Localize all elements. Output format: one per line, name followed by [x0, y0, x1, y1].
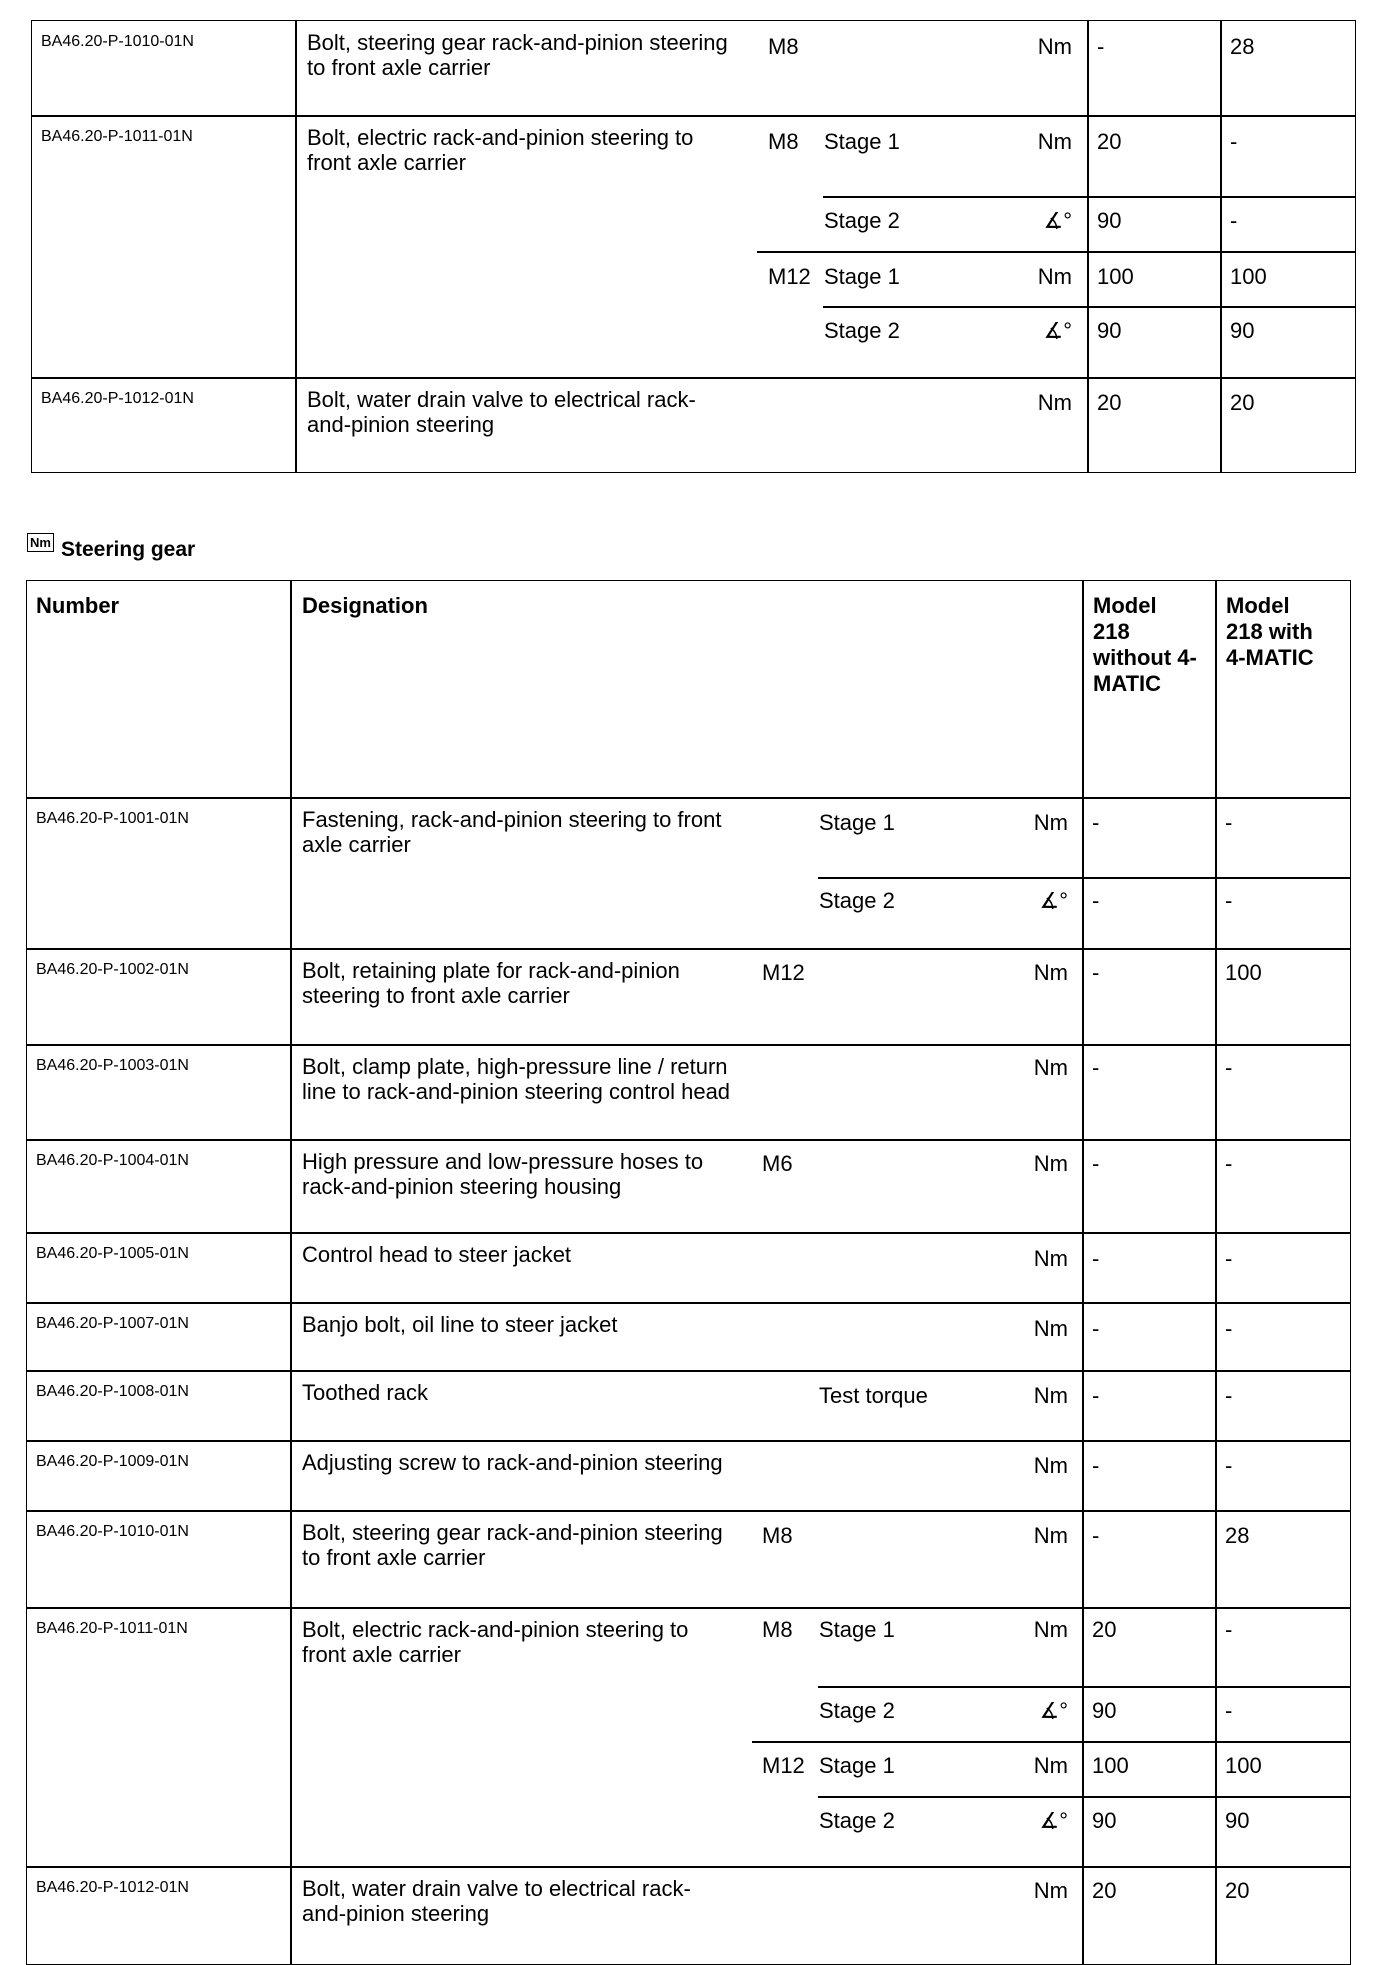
row-divider — [31, 377, 1356, 379]
row-number: BA46.20-P-1003-01N — [36, 1057, 189, 1074]
row-number: BA46.20-P-1011-01N — [36, 1620, 188, 1637]
column-divider — [1082, 580, 1084, 1965]
row-divider — [26, 948, 1351, 950]
steering-gear-table — [26, 580, 1351, 1965]
column-divider — [290, 580, 292, 1965]
header-number: Number — [36, 593, 120, 618]
value-model-with-4matic: - — [1225, 1316, 1233, 1341]
top-value-model-without-4matic: 90 — [1097, 208, 1122, 233]
angle-icon: ∡° — [1039, 1808, 1068, 1833]
stage-label: Stage 2 — [819, 1808, 895, 1833]
top-value-model-without-4matic: - — [1097, 34, 1105, 59]
thread-size: M8 — [762, 1617, 793, 1642]
row-divider — [818, 1796, 1351, 1798]
value-model-without-4matic: - — [1092, 810, 1100, 835]
angle-icon: ∡° — [1039, 888, 1068, 913]
row-divider — [26, 1139, 1351, 1141]
row-designation: Bolt, water drain valve to electrical rack- — [302, 1876, 691, 1901]
top-value-model-without-4matic: 100 — [1097, 264, 1134, 289]
column-divider — [1215, 580, 1217, 1965]
row-divider — [26, 1607, 1351, 1609]
row-number: BA46.20-P-1010-01N — [36, 1523, 189, 1540]
value-model-without-4matic: 20 — [1092, 1617, 1117, 1642]
top-stage-label: Stage 2 — [824, 208, 900, 233]
thread-size: M12 — [762, 1753, 805, 1778]
header-designation: Designation — [302, 593, 428, 618]
row-divider — [26, 1232, 1351, 1234]
row-designation: Fastening, rack-and-pinion steering to front — [302, 807, 722, 832]
row-designation: axle carrier — [302, 832, 411, 857]
value-model-without-4matic: 100 — [1092, 1753, 1129, 1778]
row-divider — [31, 115, 1356, 117]
unit-nm: Nm — [1033, 1453, 1068, 1478]
stage-label: Stage 1 — [819, 1753, 895, 1778]
row-designation: steering to front axle carrier — [302, 983, 570, 1008]
top-row-number: BA46.20-P-1010-01N — [41, 33, 194, 50]
header-model-with-4matic: Model — [1226, 593, 1290, 618]
value-model-without-4matic: - — [1092, 1316, 1100, 1341]
thread-size: M8 — [762, 1523, 793, 1548]
top-row-number: BA46.20-P-1011-01N — [41, 128, 193, 145]
row-designation: Toothed rack — [302, 1380, 428, 1405]
row-number: BA46.20-P-1012-01N — [36, 1879, 189, 1896]
top-thread-size: M8 — [768, 129, 799, 154]
value-model-without-4matic: - — [1092, 1383, 1100, 1408]
top-unit-nm: Nm — [1037, 34, 1072, 59]
unit-nm: Nm — [1033, 1753, 1068, 1778]
top-value-model-with-4matic: - — [1230, 129, 1238, 154]
row-designation: rack-and-pinion steering housing — [302, 1174, 622, 1199]
top-value-model-with-4matic: - — [1230, 208, 1238, 233]
value-model-with-4matic: 28 — [1225, 1523, 1250, 1548]
top-row-number: BA46.20-P-1012-01N — [41, 390, 194, 407]
section-title: Steering gear — [61, 538, 196, 561]
top-stage-label: Stage 1 — [824, 264, 900, 289]
header-model-without-4matic: MATIC — [1093, 671, 1162, 696]
value-model-without-4matic: - — [1092, 960, 1100, 985]
row-designation: Bolt, retaining plate for rack-and-pinion — [302, 958, 680, 983]
unit-nm: Nm — [1033, 960, 1068, 985]
top-angle-icon: ∡° — [1043, 318, 1072, 343]
value-model-with-4matic: 100 — [1225, 1753, 1262, 1778]
value-model-with-4matic: - — [1225, 1698, 1233, 1723]
header-model-without-4matic: without 4- — [1093, 645, 1197, 670]
header-model-without-4matic: Model — [1093, 593, 1157, 618]
value-model-without-4matic: 20 — [1092, 1878, 1117, 1903]
unit-nm: Nm — [1033, 1383, 1068, 1408]
row-designation: and-pinion steering — [302, 1901, 490, 1926]
value-model-with-4matic: - — [1225, 888, 1233, 913]
row-designation: High pressure and low-pressure hoses to — [302, 1149, 704, 1174]
row-number: BA46.20-P-1007-01N — [36, 1315, 189, 1332]
row-number: BA46.20-P-1002-01N — [36, 961, 189, 978]
row-divider — [26, 1510, 1351, 1512]
top-unit-nm: Nm — [1037, 264, 1072, 289]
row-designation: Adjusting screw to rack-and-pinion steering — [302, 1450, 723, 1475]
row-divider — [26, 1044, 1351, 1046]
row-divider — [26, 797, 1351, 799]
top-row-designation: front axle carrier — [307, 150, 466, 175]
value-model-without-4matic: - — [1092, 1523, 1100, 1548]
top-row-designation: Bolt, water drain valve to electrical rack- — [307, 387, 696, 412]
value-model-without-4matic: 90 — [1092, 1808, 1117, 1833]
value-model-without-4matic: - — [1092, 1151, 1100, 1176]
value-model-with-4matic: - — [1225, 1617, 1233, 1642]
top-unit-nm: Nm — [1037, 129, 1072, 154]
row-divider — [26, 1302, 1351, 1304]
column-divider — [1087, 20, 1089, 473]
row-designation: Bolt, clamp plate, high-pressure line / return — [302, 1054, 728, 1079]
value-model-with-4matic: - — [1225, 1151, 1233, 1176]
stage-label: Stage 1 — [819, 1617, 895, 1642]
value-model-with-4matic: 20 — [1225, 1878, 1250, 1903]
unit-nm: Nm — [1033, 1246, 1068, 1271]
unit-nm: Nm — [1033, 1617, 1068, 1642]
row-designation: Bolt, electric rack-and-pinion steering to — [302, 1617, 689, 1642]
row-divider — [26, 1440, 1351, 1442]
value-model-with-4matic: - — [1225, 1453, 1233, 1478]
value-model-with-4matic: 100 — [1225, 960, 1262, 985]
top-value-model-with-4matic: 100 — [1230, 264, 1267, 289]
row-divider — [823, 306, 1356, 308]
thread-size: M12 — [762, 960, 805, 985]
row-designation: line to rack-and-pinion steering control head — [302, 1079, 731, 1104]
value-model-without-4matic: - — [1092, 1246, 1100, 1271]
unit-nm: Nm — [1033, 1151, 1068, 1176]
top-unit-nm: Nm — [1037, 390, 1072, 415]
column-divider — [295, 20, 297, 473]
unit-nm: Nm — [1033, 1878, 1068, 1903]
row-divider — [757, 251, 1356, 253]
top-row-designation: and-pinion steering — [307, 412, 495, 437]
header-model-with-4matic: 4-MATIC — [1226, 645, 1314, 670]
stage-label: Stage 2 — [819, 1698, 895, 1723]
stage-label: Stage 2 — [819, 888, 895, 913]
row-divider — [26, 1370, 1351, 1372]
column-divider — [1220, 20, 1222, 473]
unit-nm: Nm — [1033, 1316, 1068, 1341]
value-model-without-4matic: - — [1092, 1453, 1100, 1478]
value-model-without-4matic: - — [1092, 888, 1100, 913]
value-model-with-4matic: - — [1225, 1055, 1233, 1080]
header-model-with-4matic: 218 with — [1226, 619, 1313, 644]
header-model-without-4matic: 218 — [1093, 619, 1130, 644]
top-row-designation: to front axle carrier — [307, 55, 491, 80]
row-number: BA46.20-P-1008-01N — [36, 1383, 189, 1400]
nm-icon: Nm — [27, 533, 54, 552]
top-row-designation: Bolt, steering gear rack-and-pinion steering — [307, 30, 728, 55]
row-divider — [823, 196, 1356, 198]
stage-label: Stage 1 — [819, 810, 895, 835]
top-value-model-without-4matic: 20 — [1097, 390, 1122, 415]
row-divider — [26, 1866, 1351, 1868]
row-number: BA46.20-P-1005-01N — [36, 1245, 189, 1262]
thread-size: M6 — [762, 1151, 793, 1176]
row-designation: front axle carrier — [302, 1642, 461, 1667]
row-designation: to front axle carrier — [302, 1545, 486, 1570]
row-divider — [752, 1741, 1351, 1743]
top-value-model-with-4matic: 90 — [1230, 318, 1255, 343]
top-stage-label: Stage 1 — [824, 129, 900, 154]
top-angle-icon: ∡° — [1043, 208, 1072, 233]
row-designation: Control head to steer jacket — [302, 1242, 572, 1267]
top-value-model-without-4matic: 90 — [1097, 318, 1122, 343]
row-designation: Banjo bolt, oil line to steer jacket — [302, 1312, 618, 1337]
row-number: BA46.20-P-1004-01N — [36, 1152, 189, 1169]
row-number: BA46.20-P-1009-01N — [36, 1453, 189, 1470]
value-model-with-4matic: - — [1225, 1246, 1233, 1271]
angle-icon: ∡° — [1039, 1698, 1068, 1723]
value-model-with-4matic: - — [1225, 810, 1233, 835]
top-thread-size: M8 — [768, 34, 799, 59]
top-row-designation: Bolt, electric rack-and-pinion steering to — [307, 125, 694, 150]
unit-nm: Nm — [1033, 1055, 1068, 1080]
top-value-model-without-4matic: 20 — [1097, 129, 1122, 154]
value-model-with-4matic: - — [1225, 1383, 1233, 1408]
top-value-model-with-4matic: 28 — [1230, 34, 1255, 59]
top-value-model-with-4matic: 20 — [1230, 390, 1255, 415]
top-stage-label: Stage 2 — [824, 318, 900, 343]
row-number: BA46.20-P-1001-01N — [36, 810, 189, 827]
stage-label: Test torque — [819, 1383, 928, 1408]
row-divider — [818, 1686, 1351, 1688]
value-model-without-4matic: - — [1092, 1055, 1100, 1080]
row-designation: Bolt, steering gear rack-and-pinion steering — [302, 1520, 723, 1545]
value-model-without-4matic: 90 — [1092, 1698, 1117, 1723]
row-divider — [818, 877, 1351, 879]
value-model-with-4matic: 90 — [1225, 1808, 1250, 1833]
unit-nm: Nm — [1033, 810, 1068, 835]
unit-nm: Nm — [1033, 1523, 1068, 1548]
top-thread-size: M12 — [768, 264, 811, 289]
